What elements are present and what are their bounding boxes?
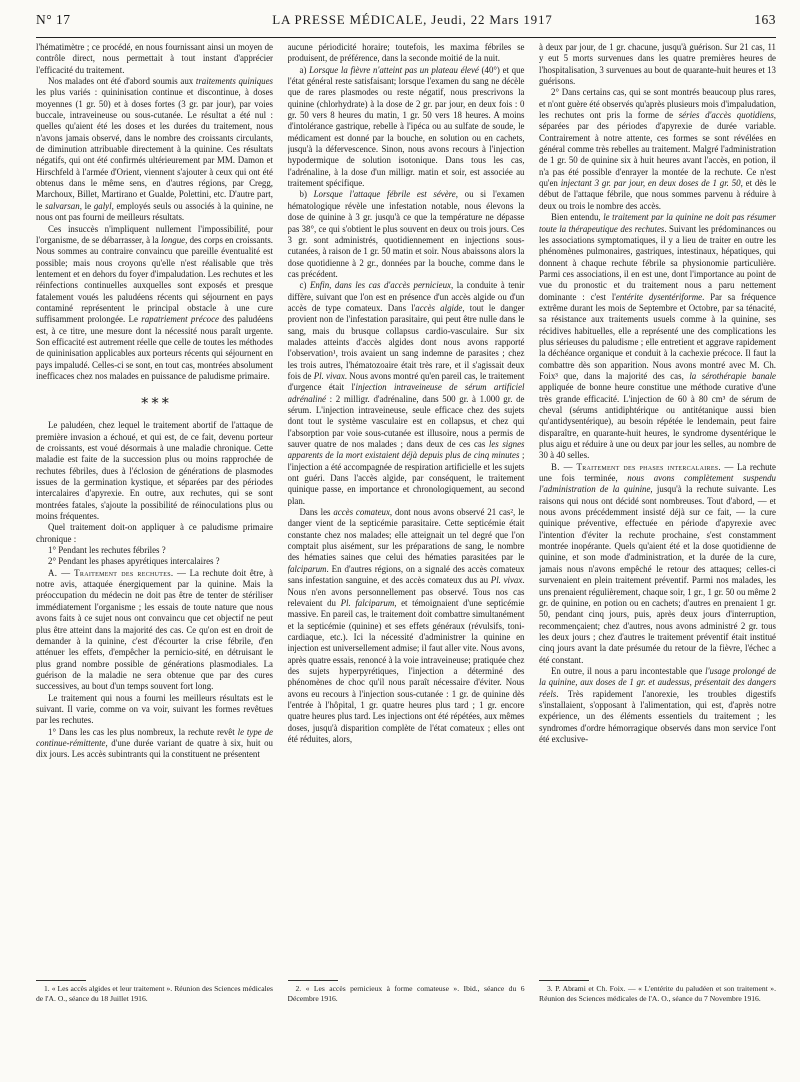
column-3 xyxy=(539,42,776,1050)
list-item: 2° Pendant les phases apyrétiques intercalaires ? xyxy=(48,556,220,567)
footnote-3: 3. P. Abrami et Ch. Foix. — « L'entérite du paludéen et son traitement ». Réunion des Sciences médicales de l'A. O., séance du 7 Novembre 1916. xyxy=(539,984,776,1003)
paragraph: Bien entendu, le traitement par la quinine ne doit pas résumer toute la thérapeutique des rechutes. Suivant les prédominances ou les associations symptomatiques, il y a lieu de traiter en outre les phénomènes pulmonaires, gastriques, intestinaux, hépatiques, qui donnent à chaque rechute fébrile sa physionomie particulière. Parmi ces associations, il en est une, dont l'importance au point de vue du pronostic et du traitement nous a paru nettement dominante : c'est l'entérite dysentériforme. Par sa fréquence extrême durant les mois de Septembre et Octobre, par sa ténacité, sa résistance aux traitements usuels comme à la quinine, ses récidives habituelles, elle a représenté une des complications les plus sérieuses du paludisme ; elle entretient et aggrave rapidement la déchéance organique et conduit à la cachexie précoce. Il faut la combattre dès son apparition. Nous avons montré avec M. Ch. Foix³ que, dans la majorité des cas, la sérothérapie banale appliquée de bonne heure constitue une méthode curative d'une très grande efficacité. L'injection de 60 à 80 cm³ de sérum de cheval (sérums antidiphtérique ou antitétanique aussi bien qu'antidysentérique), au besoin répétée le lendemain, peut faire disparaître, en quarante-huit heures, le syndrome dysentérique le plus aigu et réduire à une ou deux par jour les selles, au nombre de 30 à 40 selles. xyxy=(539,212,776,461)
section-heading: A. — Traitement des rechutes. xyxy=(48,567,174,578)
paragraph: Dans les accès comateux, dont nous avons observé 21 cas², le danger vient de la septicémie parasitaire. Cette septicémie était constante chez nos malades; elle atteignait un tel degré que l'on comptait plus aisément, sur les préparations de sang, le nombre des hématies saines que celui des hématies parasitées par le falciparum. En d'autres régions, on a signalé des accès comateux sans infestation sanguine, et des accès comateux dus au Pl. vivax. Nous n'en avons personnellement pas observé. Tous nos cas relevaient du Pl. falciparum, et témoignaient d'une septicémie massive. En pareil cas, le traitement doit combattre simultanément et la septicémie (quinine) et ses effets généraux (révulsifs, toni-cardiaque, etc.). Ici la nécessité d'administrer la quinine en injection est universellement admise; il faut aller vite. Nous avons, après quatre essais, renoncé à la voie intraveineuse; pratiquée chez des sujets hyperpyrétiques, l'injection a déterminé des phénomènes de choc qu'il nous paraît nécessaire d'éviter. Nous avons eu recours à l'injection sous-cutanée : 1 gr. de quinine dès l'entrée à l'hôpital, 1 gr. quatre heures plus tard ; 1 gr. encore quatre heures plus tard. Les injections ont été répétées, aux mêmes doses, jusqu'à disparition complète de l'état comateux ; elles ont été réduites, alors, xyxy=(287,507,525,744)
paragraph: Le traitement qui nous a fourni les meilleurs résultats est le suivant. Il varie, comme on va voir, suivant les formes revêtues par les rechutes. xyxy=(36,692,273,726)
footnote-1: 1. « Les accès algides et leur traitement ». Réunion des Sciences médicales de l'A. O., séance du 18 Juillet 1916. xyxy=(36,984,273,1003)
section-a: A. — Traitement des rechutes. — La rechute doit être, à notre avis, attaquée énergiquement par la quinine. Mais la préoccupation du médecin ne doit pas être de tenter de stériliser immédiatement l'organisme ; les essais de toute nature que nous avons faits à ce sujet nous ont convaincu que cet objectif ne peut plus être atteint dans la majorité des cas. Ce qu'on est en droit de demander à la quinine, c'est d'écourter la crise fébrile, d'en atténuer les effets, d'empêcher la pernicio-sité, en détruisant le plus grand nombre possible de générations plasmodiales. La guérison de la maladie ne sera obtenue que par des cures successives, au bout d'un temps souvent fort long. xyxy=(36,567,273,692)
section-b: B. — Traitement des phases intercalaires. — La rechute une fois terminée, nous avons complètement suspendu l'administration de la quinine, jusqu'à la rechute suivante. Les raisons qui nous ont décidé sont nombreuses. Tout d'abord, — et nous avons précédemment insisté déjà sur ce fait, — la cure quinique préventive, effectuée en période d'apyrexie avec l'intention d'éviter la rechute prochaine, s'est constamment montrée inopérante. Quels qu'aient été et la dose quotidienne de quinine, et son mode d'administration, et la durée de la cure, jamais nous n'avons empêché le retour des attaques; celles-ci survenaient en plein traitement préventif. Parmi nos malades, les uns prenaient régulièrement, chaque soir, 1 gr., 1 gr. 50 ou même 2 gr. de quinine, en potion ou en cachets; d'autres en prenaient 1 gr. 50, pendant cinq jours, puis, après deux jours d'interruption, recommençaient; chez d'autres, nous avons administré 2 gr. tous les deux jours ; chez d'autres le traitement préventif était institué cinq jours avant la date présumée du retour de la fièvre, l'échec a été constant. xyxy=(539,461,776,665)
paragraph: Quel traitement doit-on appliquer à ce paludisme primaire chronique : xyxy=(36,522,273,544)
list-item: 1° Pendant les rechutes fébriles ? xyxy=(48,545,166,556)
page-number: 163 xyxy=(754,12,776,27)
footnote-rule xyxy=(288,980,338,981)
paragraph: à deux par jour, de 1 gr. chacune, jusqu'à guérison. Sur 21 cas, 11 y eut 5 morts survenues dans les quatre premières heures de l'hospitalisation, 3 survenues au bout de quarante-huit heures et 13 guérisons. xyxy=(539,42,776,87)
paragraph: Le paludéen, chez lequel le traitement abortif de l'attaque de première invasion a échoué, et qui est, de ce fait, devenu porteur de croissants, est voué désormais à une maladie chronique. Cette maladie est faite de la succession plus ou moins rapprochée de rechutes fébriles, dues à l'éclosion de générations de plasmodes issues de la germination kystique, et séparées par des périodes intercalaires d'apyrexie. En outre, aux rechutes, qui se sont montrées fatales, s'ajoute la possibilité de réinoculations plus ou moins fréquentes. xyxy=(36,420,273,522)
paragraph: b) Lorsque l'attaque fébrile est sévère, ou si l'examen hématologique révèle une infestation notable, nous élevons la dose de quinine à 3 gr. jusqu'à ce que la température ne dépasse pas 38°, ce qui s'obtient le plus souvent en deux ou trois jours. Ces 3 gr. sont administrés, quotidiennement en injections sous-cutanées, à raison de 1 gr. 50 matin et soir. Nous abaissons alors la dose quotidienne à 2 gr., données par la bouche, comme dans le cas précédent. xyxy=(287,189,525,279)
paragraph: Nos malades ont été d'abord soumis aux traitements quiniques les plus variés : quininisation continue et discontinue, à doses moyennes (1 gr. 50) et à doses fortes (3 gr. par jour), par voies buccale, intraveineuse ou sous-cutanée. Le résultat a été nul : quelles qu'aient été les doses et les durées du traitement, nous n'avons jamais observé, dans le nombre des croissants circulants, de diminution attribuable directement à la quinine. Ces résultats négatifs, qui ont été confirmés ultérieurement par MM. Damon et Hirschfeld à l'armée d'Orient, viennent s'ajouter à ceux qui ont été obtenus dans le même sens, en d'autres régions, par Cregg, Marchoux, Billet, Martirano et Gualde, Polettini, etc. D'autre part, le salvarsan, le galyl, employés seuls ou associés à la quinine, ne nous ont pas fourni de meilleurs résultats. xyxy=(36,76,273,223)
paragraph: l'hématimètre ; ce procédé, en nous fournissant ainsi un moyen de contrôle direct, nous permettait à tout instant d'apprécier l'efficacité du traitement. xyxy=(36,42,273,75)
paragraph: aucune périodicité horaire; toutefois, les maxima fébriles se produisent, de préférence, dans la seconde moitié de la nuit. xyxy=(287,42,525,64)
section-heading: B. — Traitement des phases intercalaires. xyxy=(551,461,721,472)
paragraph: c) Enfin, dans les cas d'accès pernicieux, la conduite à tenir diffère, suivant que l'on est en présence d'un accès algide ou d'un accès de type comateux. Dans l'accès algide, tout le danger provient non de l'infestation parasitaire, qui peut être nulle dans le sang, mais du brusque collapsus cardio-vasculaire. Sur six malades atteints d'accès algides dont nous avons rapporté l'observation¹, trois avaient un sang indemne de parasites ; chez les trois autres, l'hématozoaire était très rare, et il s'agissait deux fois de Pl. vivax. Nous avons montré qu'en pareil cas, le traitement d'urgence était l'injection intraveineuse de sérum artificiel adrénaliné : 2 milligr. d'adrénaline, dans 500 gr. à 1.000 gr. de sérum. L'injection intraveineuse, seule efficace chez des sujets dont tout le système vasculaire est en collapsus, et chez qui l'absorption par voie sous-cutanée est illusoire, nous a permis de sauver quatre de nos malades ; dans deux de ces cas les signes apparents de la mort existaient déjà depuis plus de cinq minutes ; l'injection a été accompagnée de respiration artificielle et les sujets ont guéri. Dans l'accès algide, par conséquent, le traitement quinique passe, en importance et chronologiquement, au second plan. xyxy=(287,280,525,506)
footnote-2: 2. « Les accès pernicieux à forme comateuse ». Ibid., séance du 6 Décembre 1916. xyxy=(287,984,525,1003)
columns xyxy=(36,42,776,1050)
footnote-rule xyxy=(36,980,86,981)
issue-number: N° 17 xyxy=(36,12,71,27)
column-1 xyxy=(36,42,273,1050)
paragraph: a) Lorsque la fièvre n'atteint pas un plateau élevé (40°) et que l'état général reste satisfaisant; lorsque l'examen du sang ne décèle que de rares plasmodes ou reste négatif, nous prescrivons la quinine (chlorhydrate) à la dose de 2 gr. par jour, en deux fois : 0 gr. 50 vers 8 heures du matin, 1 gr. 50 vers 18 heures. A moins d'intolérance gastrique, rebelle à l'ipéca ou au sulfate de soude, le médicament est donné par la bouche, en solution ou en cachets, jusqu'à la défervescence. Sinon, nous avons recours à l'injection hypodermique de solution isotonique. Dans tous les cas, l'adrénaline, à la dose d'un milligr. matin et soir, est associée au traitement spécifique. xyxy=(287,64,525,189)
paragraph: 2° Dans certains cas, qui se sont montrés beaucoup plus rares, et n'ont guère été observés qu'après plusieurs mois d'impaludation, les rechutes ont pris la forme de séries d'accès quotidiens, séparées par des périodes d'apyrexie de durée variable. Contrairement à notre attente, ces formes se sont révélées en général comme très rebelles au traitement. Malgré l'administration de 1 gr. 50 de quinine six à huit heures avant l'accès, en potion, il n'a pas été possible d'enrayer la montée de la rechute. Ce n'est qu'en injectant 3 gr. par jour, en deux doses de 1 gr. 50, et dès le début de l'attaque fébrile, que nous sommes parvenu à réduire à deux ou trois le nombre des accès. xyxy=(539,87,776,211)
footnote-rule xyxy=(539,980,589,981)
section-separator: * * * xyxy=(140,394,169,413)
page-header xyxy=(36,12,776,32)
paragraph: 1° Dans les cas les plus nombreux, la rechute revêt le type de continue-rémittente, d'une durée variant de quatre à six, huit ou dix jours. Les accès subintrants qui la constituent ne présentent xyxy=(36,726,273,760)
header-rule xyxy=(36,37,776,38)
publication-title: LA PRESSE MÉDICALE, Jeudi, 22 Mars 1917 xyxy=(272,12,553,27)
paragraph: Ces insuccès n'impliquent nullement l'impossibilité, pour l'organisme, de se débarrasser, à la longue, des corps en croissants. Nous sommes au contraire convaincu que pareille éventualité est possible; mais nous croyons qu'elle n'est réalisable que très lentement et en dehors du foyer d'impaludation. Les rechutes et les réinfections continuelles auxquelles sont exposés et presque fatalement voués les paludéens récents qui séjournent en pays contaminé représentent le principal obstacle à une cure suffisamment prolongée. Le rapatriement précoce des paludéens est, à ce titre, une mesure dont la nécessité nous paraît urgente. Son efficacité est autrement réelle que celle de toutes les méthodes de quininisation applicables aux porteurs récents qui séjournent en pays impaludé. Celles-ci se sont, en tout cas, montrées absolument inefficaces chez nos malades en puissance de paludisme primaire. xyxy=(36,223,273,381)
paragraph: En outre, il nous a paru incontestable que l'usage prolongé de la quinine, aux doses de 1 gr. et audessus, présentait des dangers réels. Très rapidement l'anorexie, les troubles digestifs s'installaient, s'opposant à l'alimentation, qui est, d'après notre expérience, un des éléments essentiels du traitement ; les syndromes d'ordre hémorragique observés dans mon service l'ont été exclusive- xyxy=(539,665,776,744)
column-2 xyxy=(288,42,525,1050)
